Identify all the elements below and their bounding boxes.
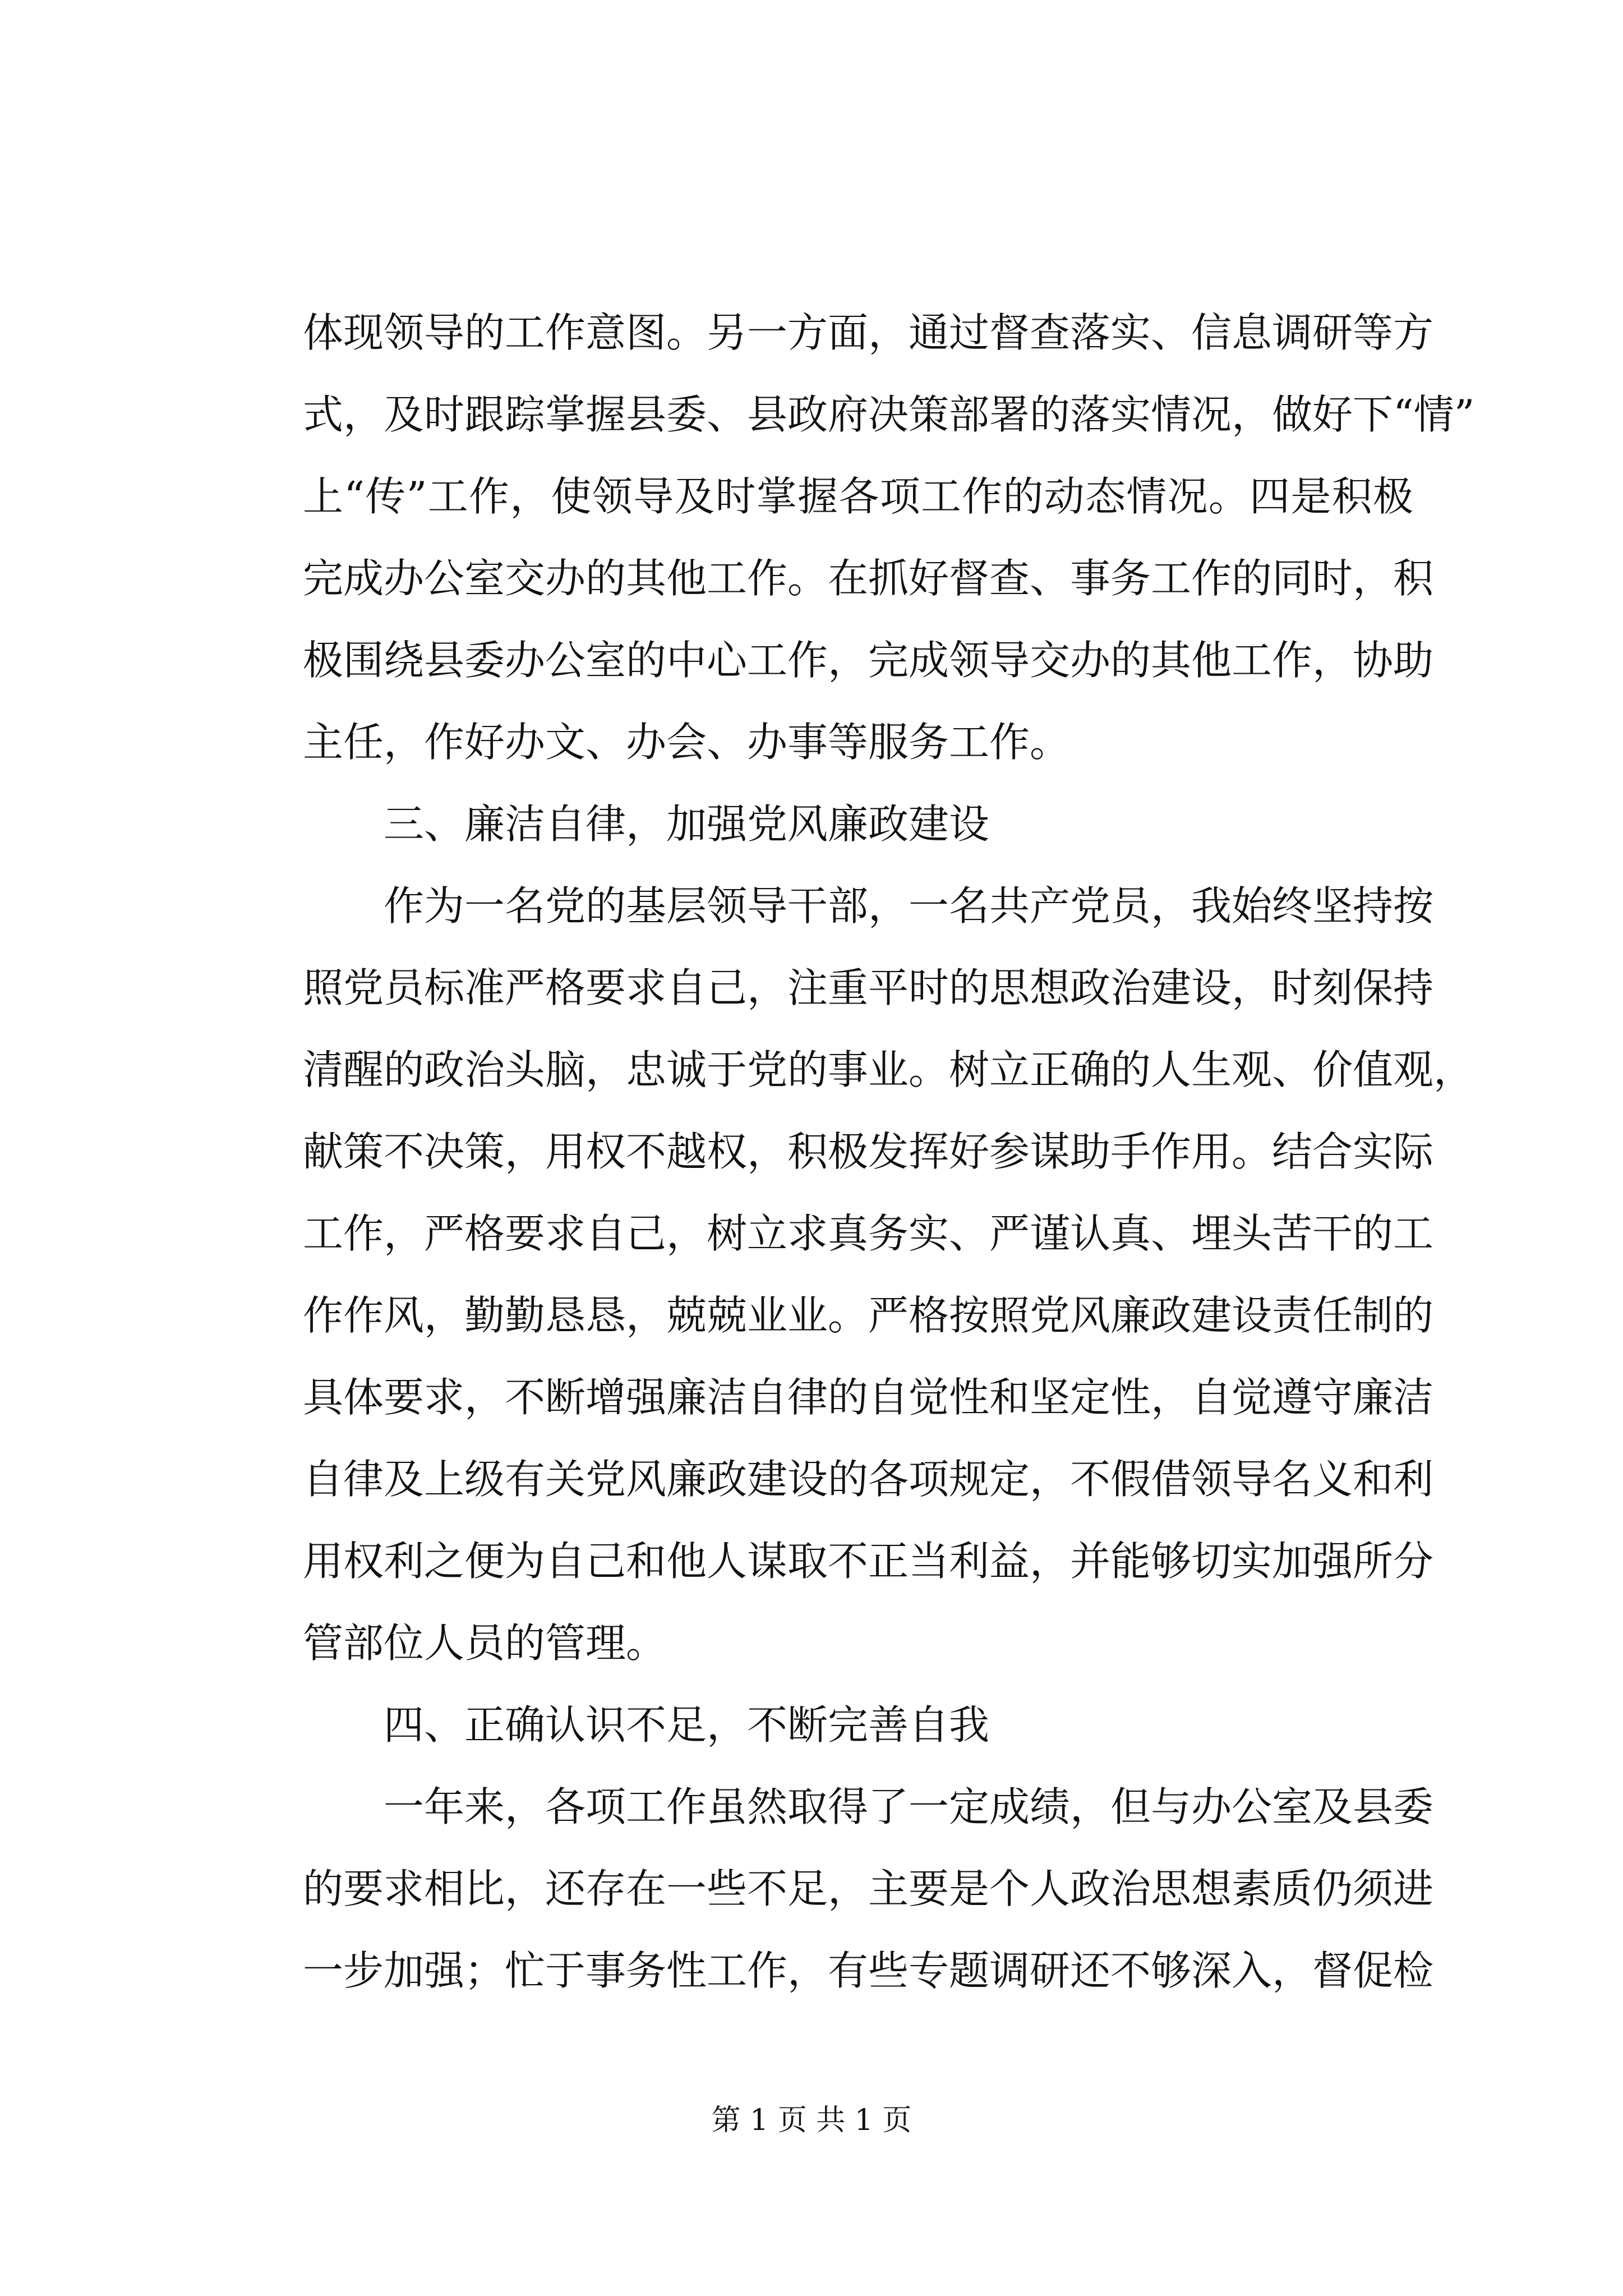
text-line: 工作，严格要求自己，树立求真务实、严谨认真、埋头苦干的工	[303, 1210, 1434, 1257]
text-line: 自律及上级有关党风廉政建设的各项规定，不假借领导名义和利	[303, 1456, 1434, 1503]
text-line: 管部位人员的管理。	[303, 1619, 667, 1667]
text-line: 作作风，勤勤恳恳，兢兢业业。严格按照党风廉政建设责任制的	[303, 1292, 1434, 1339]
text-line: 献策不决策，用权不越权，积极发挥好参谋助手作用。结合实际	[303, 1128, 1434, 1175]
text-line: 具体要求，不断增强廉洁自律的自觉性和坚定性，自觉遵守廉洁	[303, 1374, 1434, 1421]
text-line: 清醒的政治头脑，忠诚于党的事业。树立正确的人生观、价值观，	[303, 1046, 1474, 1093]
text-line: 作为一名党的基层领导干部，一名共产党员，我始终坚持按	[384, 882, 1434, 930]
text-line: 三、廉洁自律，加强党风廉政建设	[384, 800, 990, 848]
text-line: 的要求相比，还存在一些不足，主要是个人政治思想素质仍须进	[303, 1865, 1434, 1912]
text-line: 用权利之便为自己和他人谋取不正当利益，并能够切实加强所分	[303, 1538, 1434, 1585]
page-footer: 第 1 页 共 1 页	[711, 2104, 912, 2137]
text-line: 完成办公室交办的其他工作。在抓好督查、事务工作的同时，积	[303, 555, 1434, 602]
text-line: 极围绕县委办公室的中心工作，完成领导交办的其他工作，协助	[303, 637, 1434, 684]
text-line: 体现领导的工作意图。另一方面，通过督查落实、信息调研等方	[303, 309, 1434, 356]
text-line: 一年来，各项工作虽然取得了一定成绩，但与办公室及县委	[384, 1783, 1434, 1830]
text-line: 上“传”工作，使领导及时掌握各项工作的动态情况。四是积极	[303, 473, 1413, 520]
text-line: 四、正确认识不足，不断完善自我	[384, 1701, 990, 1749]
text-line: 主任，作好办文、办会、办事等服务工作。	[303, 719, 1071, 766]
text-line: 一步加强；忙于事务性工作，有些专题调研还不够深入，督促检	[303, 1947, 1434, 1994]
document-body	[303, 292, 1475, 2012]
text-line: 式，及时跟踪掌握县委、县政府决策部署的落实情况，做好下“情”	[303, 391, 1475, 438]
text-line: 照党员标准严格要求自己，注重平时的思想政治建设，时刻保持	[303, 964, 1434, 1011]
